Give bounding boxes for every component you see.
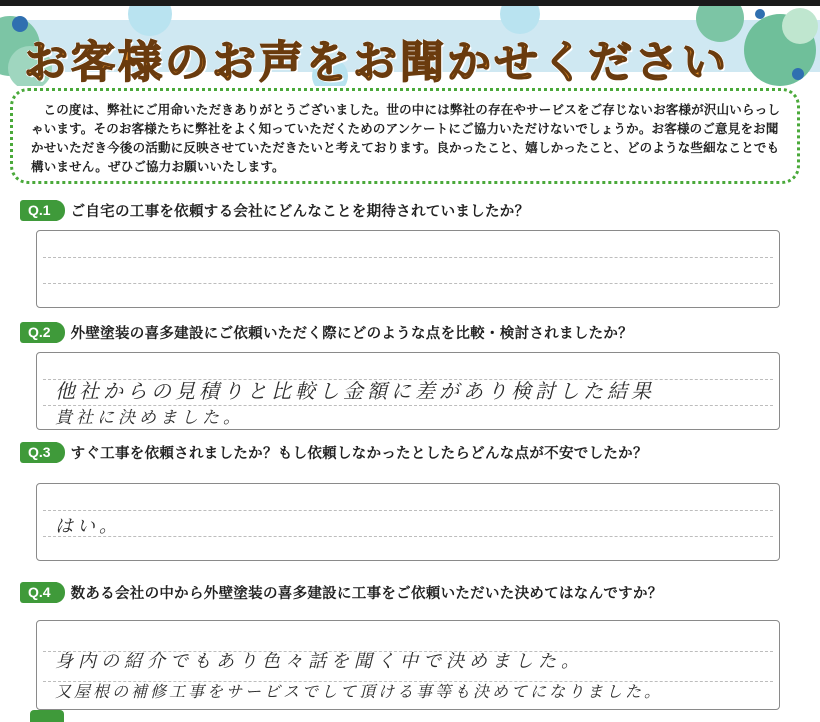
ruled-line [43,510,773,511]
question-4 [20,580,663,604]
ruled-line [43,536,773,537]
question-3 [20,440,648,464]
survey-header [0,6,820,86]
handwritten-answer-line: 又屋根の補修工事をサービスでして頂ける事等も決めてになりました。 [55,682,664,701]
question-2 [20,320,633,344]
ruled-line [43,283,773,284]
answer-box-4[interactable] [36,620,780,710]
intro-text: この度は、弊社にご用命いただきありがとうございました。世の中には弊社の存在やサービスをご存じないお客様が沢山いらっしゃいます。そのお客様たちに弊社をよく知っていただくためのアンケートにご協力いただけないでしょうか。お客様のご意見をお聞かせいただき今後の活動に反映させていただきたいと考えております。良かったこと、嬉しかったこと、どのような些細なことでも構いません。ぜひご協力お願いいたします。 [31,102,781,174]
question-badge: Q.4 [20,582,59,603]
answer-box-3[interactable] [36,483,780,561]
handwritten-answer-line: 身内の紹介でもあり色々話を聞く中で決めました。 [55,651,584,672]
handwritten-answer-line: 他社からの見積りと比較し金額に差があり検討した結果 [55,379,655,403]
question-text: すぐ工事を依頼されましたか？もし依頼しなかったとしたらどんな点が不安でしたか？ [70,445,648,462]
question-text: 外壁塗装の喜多建設にご依頼いただく際にどのような点を比較・検討されましたか？ [70,325,633,342]
question-badge: Q.3 [20,442,59,463]
next-question-badge-stub [30,710,64,722]
handwritten-answer-line: はい。 [55,516,121,537]
question-1 [20,198,529,222]
ruled-line [43,257,773,258]
question-text: 数ある会社の中から外壁塗装の喜多建設に工事をご依頼いただいた決めてはなんですか？ [70,585,663,602]
survey-title: お客様のお声をお聞かせください [24,37,729,88]
answer-box-2[interactable] [36,352,780,430]
question-badge: Q.1 [20,200,59,221]
answer-box-1[interactable] [36,230,780,308]
question-badge: Q.2 [20,322,59,343]
question-text: ご自宅の工事を依頼する会社にどんなことを期待されていましたか？ [70,203,530,220]
intro-box [10,88,800,184]
handwritten-answer-line: 貴社に決めました。 [55,408,244,428]
